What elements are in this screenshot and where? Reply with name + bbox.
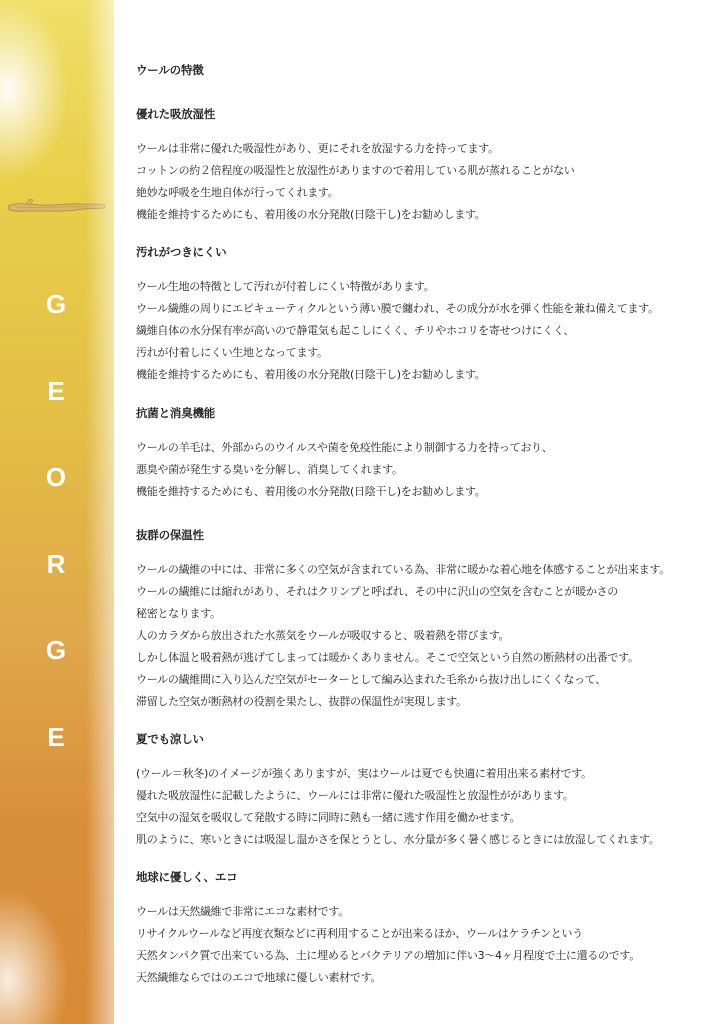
section-line: 絶妙な呼吸を生地自体が行ってくれます。	[136, 186, 339, 199]
section-moisture	[136, 106, 720, 226]
section-line: 汚れが付着しにくい生地となってます。	[136, 346, 328, 359]
section-line: ウールの羊毛は、外部からのウイルスや菌を免疫性能により制御する力を持っており、	[136, 441, 553, 454]
section-insulation	[136, 527, 720, 713]
section-line: 機能を維持するためにも、着用後の水分発散(日陰干し)をお勧めします。	[136, 368, 486, 381]
section-line: 天然タンパク質で出来ている為、土に埋めるとバクテリアの増加に伴い3〜4ヶ月程度で土に還るのです。	[136, 949, 640, 962]
section-line: ウールは天然繊維で非常にエコな素材です。	[136, 905, 349, 918]
section-line: ウール繊維の周りにエピキューティクルという薄い膜で纏われ、その成分が水を弾く性能を兼ね備えてます。	[136, 302, 659, 315]
section-line: 肌のように、寒いときには吸湿し温かさを保とうとし、水分量が多く暑く感じるときには放湿してくれます。	[136, 833, 660, 846]
brand-letter: E	[47, 721, 65, 752]
section-eco	[136, 869, 720, 989]
section-heading: 汚れがつきにくい	[136, 245, 227, 259]
section-line: 悪臭や菌が発生する臭いを分解し、消臭してくれます。	[136, 463, 403, 476]
section-line: 天然繊維ならではのエコで地球に優しい素材です。	[136, 971, 382, 984]
section-line: ウールの繊維の中には、非常に多くの空気が含まれている為、非常に暖かな着心地を体感することが出来ます。	[136, 563, 670, 576]
section-heading: 地球に優しく、エコ	[136, 870, 238, 884]
section-line: 人のカラダから放出された水蒸気をウールが吸収すると、吸着熱を帯びます。	[136, 629, 510, 642]
brand-letter: E	[47, 375, 65, 406]
brand-letter: O	[45, 462, 67, 492]
section-line: 優れた吸放湿性に記載したように、ウールには非常に優れた吸湿性と放湿性ががあります。	[136, 789, 574, 802]
brand-letter: G	[45, 289, 67, 319]
section-stain-resistance	[136, 244, 720, 386]
section-heading: 抗菌と消臭機能	[136, 406, 216, 420]
section-line: ウール生地の特徴として汚れが付着しにくい特徴があります。	[136, 280, 435, 293]
section-line: 機能を維持するためにも、着用後の水分発散(日陰干し)をお勧めします。	[136, 208, 486, 221]
section-line: コットンの約２倍程度の吸湿性と放湿性がありますので着用している肌が蒸れることがない	[136, 164, 575, 177]
section-line: しかし体温と吸着熱が逃げてしまっては暖かくありません。そこで空気という自然の断熱材の出番です。	[136, 651, 639, 664]
section-heading: 優れた吸放湿性	[136, 107, 216, 121]
section-line: (ウール＝秋冬)のイメージが強くありますが、実はウールは夏でも快適に着用出来る素材です。	[136, 767, 592, 780]
section-line: ウールの繊維間に入り込んだ空気がセーターとして編み込まれた毛糸から抜け出しにくくなって、	[136, 673, 606, 686]
section-heading: 抜群の保温性	[136, 528, 204, 542]
section-line: リサイクルウールなど再度衣類などに再利用することが出来るほか、ウールはケラチンという	[136, 927, 583, 940]
brand-vertical-letters	[34, 286, 78, 805]
section-summer-cool	[136, 731, 720, 851]
section-antibacterial	[136, 405, 720, 503]
section-line: ウールの繊維には縮れがあり、それはクリンプと呼ばれ、その中に沢山の空気を含むことが暖かさの	[136, 585, 618, 598]
document-content	[136, 62, 720, 989]
brand-letter: G	[45, 635, 67, 665]
section-line: 滞留した空気が断熱材の役割を果たし、抜群の保温性が実現します。	[136, 695, 467, 708]
decorative-sidebar	[0, 0, 114, 1024]
section-line: 機能を維持するためにも、着用後の水分発散(日陰干し)をお勧めします。	[136, 485, 486, 498]
section-line: 秘密となります。	[136, 607, 221, 620]
section-line: ウールは非常に優れた吸湿性があり、更にそれを放湿する力を持ってます。	[136, 142, 499, 155]
brand-letter: R	[46, 548, 66, 579]
section-heading: 夏でも涼しい	[136, 732, 204, 746]
wooden-branch-icon	[6, 196, 106, 218]
section-line: 空気中の湿気を吸収して発散する時に同時に熱も一緒に逃す作用を働かせます。	[136, 811, 521, 824]
page-title: ウールの特徴	[136, 63, 204, 77]
section-line: 繊維自体の水分保有率が高いので静電気も起こしにくく、チリやホコリを寄せつけにくく、	[136, 324, 575, 337]
